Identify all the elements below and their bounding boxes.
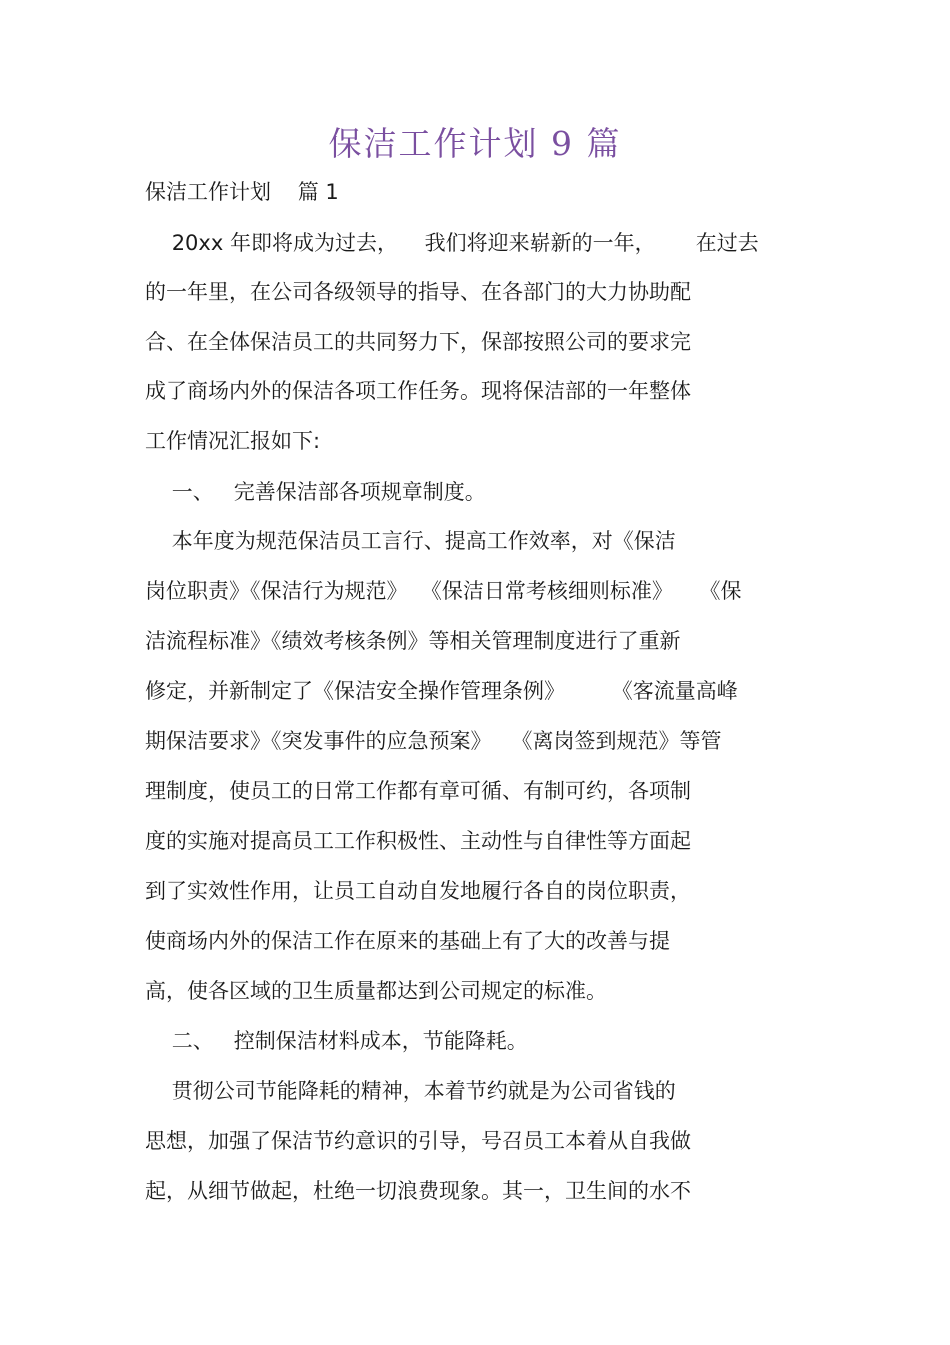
text-line: 成了商场内外的保洁各项工作任务。现将保洁部的一年整体: [145, 379, 691, 403]
text-line: 工作情况汇报如下:: [145, 429, 321, 453]
text-line: 贯彻公司节能降耗的精神，本着节约就是为公司省钱的: [145, 1079, 676, 1103]
text-line: 期保洁要求》《突发事件的应急预案》 《离岗签到规范》等管: [145, 729, 722, 753]
document-title: 保洁工作计划 9 篇: [328, 124, 622, 163]
text-line: 的一年里，在公司各级领导的指导、在各部门的大力协助配: [145, 280, 691, 304]
text-line: 思想，加强了保洁节约意识的引导，号召员工本着从自我做: [145, 1129, 691, 1153]
text-line: 修定，并新制定了《保洁安全操作管理条例》 《客流量高峰: [145, 679, 738, 703]
text-line: 起，从细节做起，杜绝一切浪费现象。其一，卫生间的水不: [145, 1179, 691, 1203]
text-line: 合、在全体保洁员工的共同努力下，保部按照公司的要求完: [145, 330, 691, 354]
section-heading: 一、 完善保洁部各项规章制度。: [145, 480, 486, 504]
text-line: 洁流程标准》《绩效考核条例》等相关管理制度进行了重新: [145, 629, 681, 653]
text-line: 岗位职责》《保洁行为规范》 《保洁日常考核细则标准》 《保: [145, 579, 742, 603]
text-line: 高，使各区域的卫生质量都达到公司规定的标准。: [145, 979, 607, 1003]
text-line: 本年度为规范保洁员工言行、提高工作效率，对《保洁: [145, 529, 676, 553]
text-line: 理制度，使员工的日常工作都有章可循、有制可约，各项制: [145, 779, 691, 803]
text-line: 使商场内外的保洁工作在原来的基础上有了大的改善与提: [145, 929, 670, 953]
text-line: 度的实施对提高员工工作积极性、主动性与自律性等方面起: [145, 829, 691, 853]
text-line: 保洁工作计划 篇 1: [145, 180, 339, 204]
text-line: 到了实效性作用，让员工自动自发地履行各自的岗位职责，: [145, 879, 691, 903]
section-heading: 二、 控制保洁材料成本，节能降耗。: [145, 1029, 528, 1053]
text-line: 20xx 年即将成为过去， 我们将迎来崭新的一年， 在过去: [145, 231, 759, 255]
